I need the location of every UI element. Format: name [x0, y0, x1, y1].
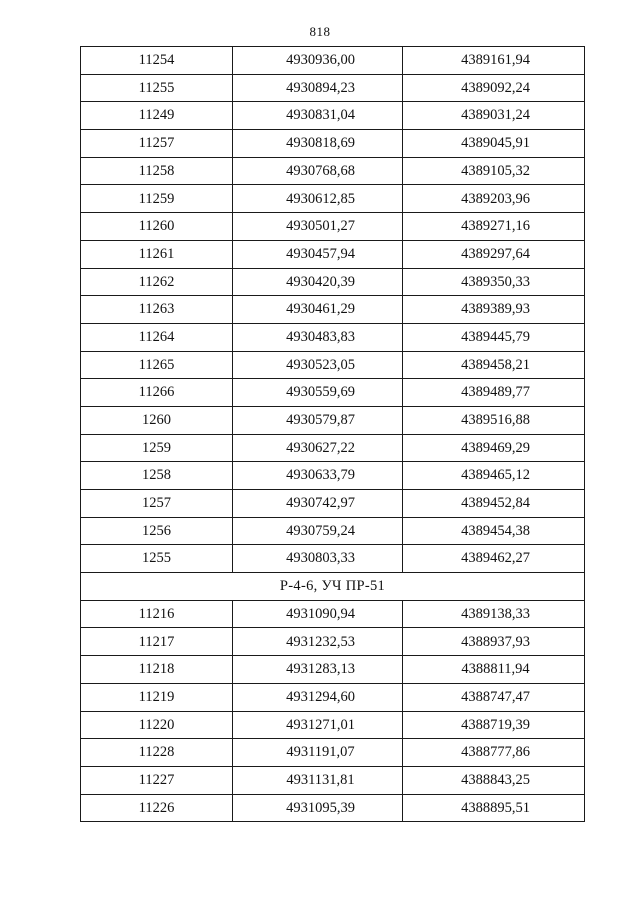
point-id-cell: 11228: [81, 739, 233, 767]
table-row: [81, 656, 585, 684]
point-id-cell: 11220: [81, 711, 233, 739]
y-coordinate-cell: 4388747,47: [403, 683, 585, 711]
y-coordinate-cell: 4388811,94: [403, 656, 585, 684]
table-row: [81, 683, 585, 711]
x-coordinate-cell: 4930457,94: [233, 240, 403, 268]
y-coordinate-cell: 4389105,32: [403, 157, 585, 185]
table-row: [81, 47, 585, 75]
table-row: [81, 240, 585, 268]
point-id-cell: 11263: [81, 296, 233, 324]
y-coordinate-cell: 4389445,79: [403, 323, 585, 351]
point-id-cell: 11265: [81, 351, 233, 379]
point-id-cell: 11249: [81, 102, 233, 130]
point-id-cell: 11262: [81, 268, 233, 296]
y-coordinate-cell: 4389452,84: [403, 490, 585, 518]
x-coordinate-cell: 4930523,05: [233, 351, 403, 379]
point-id-cell: 11258: [81, 157, 233, 185]
y-coordinate-cell: 4388719,39: [403, 711, 585, 739]
x-coordinate-cell: 4930803,33: [233, 545, 403, 573]
x-coordinate-cell: 4930501,27: [233, 213, 403, 241]
y-coordinate-cell: 4388937,93: [403, 628, 585, 656]
x-coordinate-cell: 4930742,97: [233, 490, 403, 518]
point-id-cell: 11218: [81, 656, 233, 684]
x-coordinate-cell: 4930483,83: [233, 323, 403, 351]
x-coordinate-cell: 4930627,22: [233, 434, 403, 462]
point-id-cell: 11254: [81, 47, 233, 75]
table-row: [81, 545, 585, 573]
table-row: [81, 323, 585, 351]
x-coordinate-cell: 4930612,85: [233, 185, 403, 213]
x-coordinate-cell: 4931283,13: [233, 656, 403, 684]
table-row: [81, 157, 585, 185]
x-coordinate-cell: 4930579,87: [233, 406, 403, 434]
page-number: 818: [309, 24, 331, 39]
section-title: Р-4-6, УЧ ПР-51: [81, 573, 585, 601]
y-coordinate-cell: 4389138,33: [403, 600, 585, 628]
y-coordinate-cell: 4389458,21: [403, 351, 585, 379]
table-row: [81, 213, 585, 241]
table-row: [81, 379, 585, 407]
y-coordinate-cell: 4389045,91: [403, 130, 585, 158]
point-id-cell: 11264: [81, 323, 233, 351]
table-row: [81, 490, 585, 518]
y-coordinate-cell: 4389462,27: [403, 545, 585, 573]
point-id-cell: 1256: [81, 517, 233, 545]
x-coordinate-cell: 4930420,39: [233, 268, 403, 296]
y-coordinate-cell: 4389454,38: [403, 517, 585, 545]
x-coordinate-cell: 4930759,24: [233, 517, 403, 545]
point-id-cell: 11261: [81, 240, 233, 268]
point-id-cell: 11216: [81, 600, 233, 628]
x-coordinate-cell: 4931095,39: [233, 794, 403, 822]
point-id-cell: 11219: [81, 683, 233, 711]
x-coordinate-cell: 4931271,01: [233, 711, 403, 739]
table-row: [81, 739, 585, 767]
y-coordinate-cell: 4389161,94: [403, 47, 585, 75]
y-coordinate-cell: 4388843,25: [403, 766, 585, 794]
y-coordinate-cell: 4389350,33: [403, 268, 585, 296]
point-id-cell: 1258: [81, 462, 233, 490]
point-id-cell: 11260: [81, 213, 233, 241]
table-row: [81, 296, 585, 324]
x-coordinate-cell: 4930831,04: [233, 102, 403, 130]
table-row: [81, 600, 585, 628]
table-row: [81, 102, 585, 130]
table-row: [81, 517, 585, 545]
x-coordinate-cell: 4930461,29: [233, 296, 403, 324]
point-id-cell: 11227: [81, 766, 233, 794]
y-coordinate-cell: 4389489,77: [403, 379, 585, 407]
point-id-cell: 11255: [81, 74, 233, 102]
y-coordinate-cell: 4389516,88: [403, 406, 585, 434]
table-row: [81, 434, 585, 462]
x-coordinate-cell: 4930818,69: [233, 130, 403, 158]
x-coordinate-cell: 4930768,68: [233, 157, 403, 185]
y-coordinate-cell: 4389271,16: [403, 213, 585, 241]
x-coordinate-cell: 4930633,79: [233, 462, 403, 490]
coordinates-table-body: [81, 47, 585, 822]
table-row: [81, 351, 585, 379]
x-coordinate-cell: 4930894,23: [233, 74, 403, 102]
point-id-cell: 1257: [81, 490, 233, 518]
point-id-cell: 1260: [81, 406, 233, 434]
point-id-cell: 11257: [81, 130, 233, 158]
table-row: [81, 130, 585, 158]
point-id-cell: 11266: [81, 379, 233, 407]
y-coordinate-cell: 4388895,51: [403, 794, 585, 822]
point-id-cell: 1255: [81, 545, 233, 573]
y-coordinate-cell: 4389389,93: [403, 296, 585, 324]
x-coordinate-cell: 4931090,94: [233, 600, 403, 628]
table-row: [81, 794, 585, 822]
x-coordinate-cell: 4930936,00: [233, 47, 403, 75]
y-coordinate-cell: 4389203,96: [403, 185, 585, 213]
point-id-cell: 11226: [81, 794, 233, 822]
table-row: [81, 711, 585, 739]
x-coordinate-cell: 4931131,81: [233, 766, 403, 794]
y-coordinate-cell: 4389297,64: [403, 240, 585, 268]
section-header-row: [81, 573, 585, 601]
y-coordinate-cell: 4389465,12: [403, 462, 585, 490]
point-id-cell: 1259: [81, 434, 233, 462]
x-coordinate-cell: 4931232,53: [233, 628, 403, 656]
table-row: [81, 268, 585, 296]
x-coordinate-cell: 4931294,60: [233, 683, 403, 711]
y-coordinate-cell: 4388777,86: [403, 739, 585, 767]
x-coordinate-cell: 4931191,07: [233, 739, 403, 767]
y-coordinate-cell: 4389469,29: [403, 434, 585, 462]
y-coordinate-cell: 4389031,24: [403, 102, 585, 130]
coordinates-table: [80, 46, 585, 822]
x-coordinate-cell: 4930559,69: [233, 379, 403, 407]
y-coordinate-cell: 4389092,24: [403, 74, 585, 102]
point-id-cell: 11217: [81, 628, 233, 656]
point-id-cell: 11259: [81, 185, 233, 213]
table-row: [81, 462, 585, 490]
table-row: [81, 766, 585, 794]
table-row: [81, 406, 585, 434]
table-row: [81, 74, 585, 102]
table-row: [81, 628, 585, 656]
table-row: [81, 185, 585, 213]
